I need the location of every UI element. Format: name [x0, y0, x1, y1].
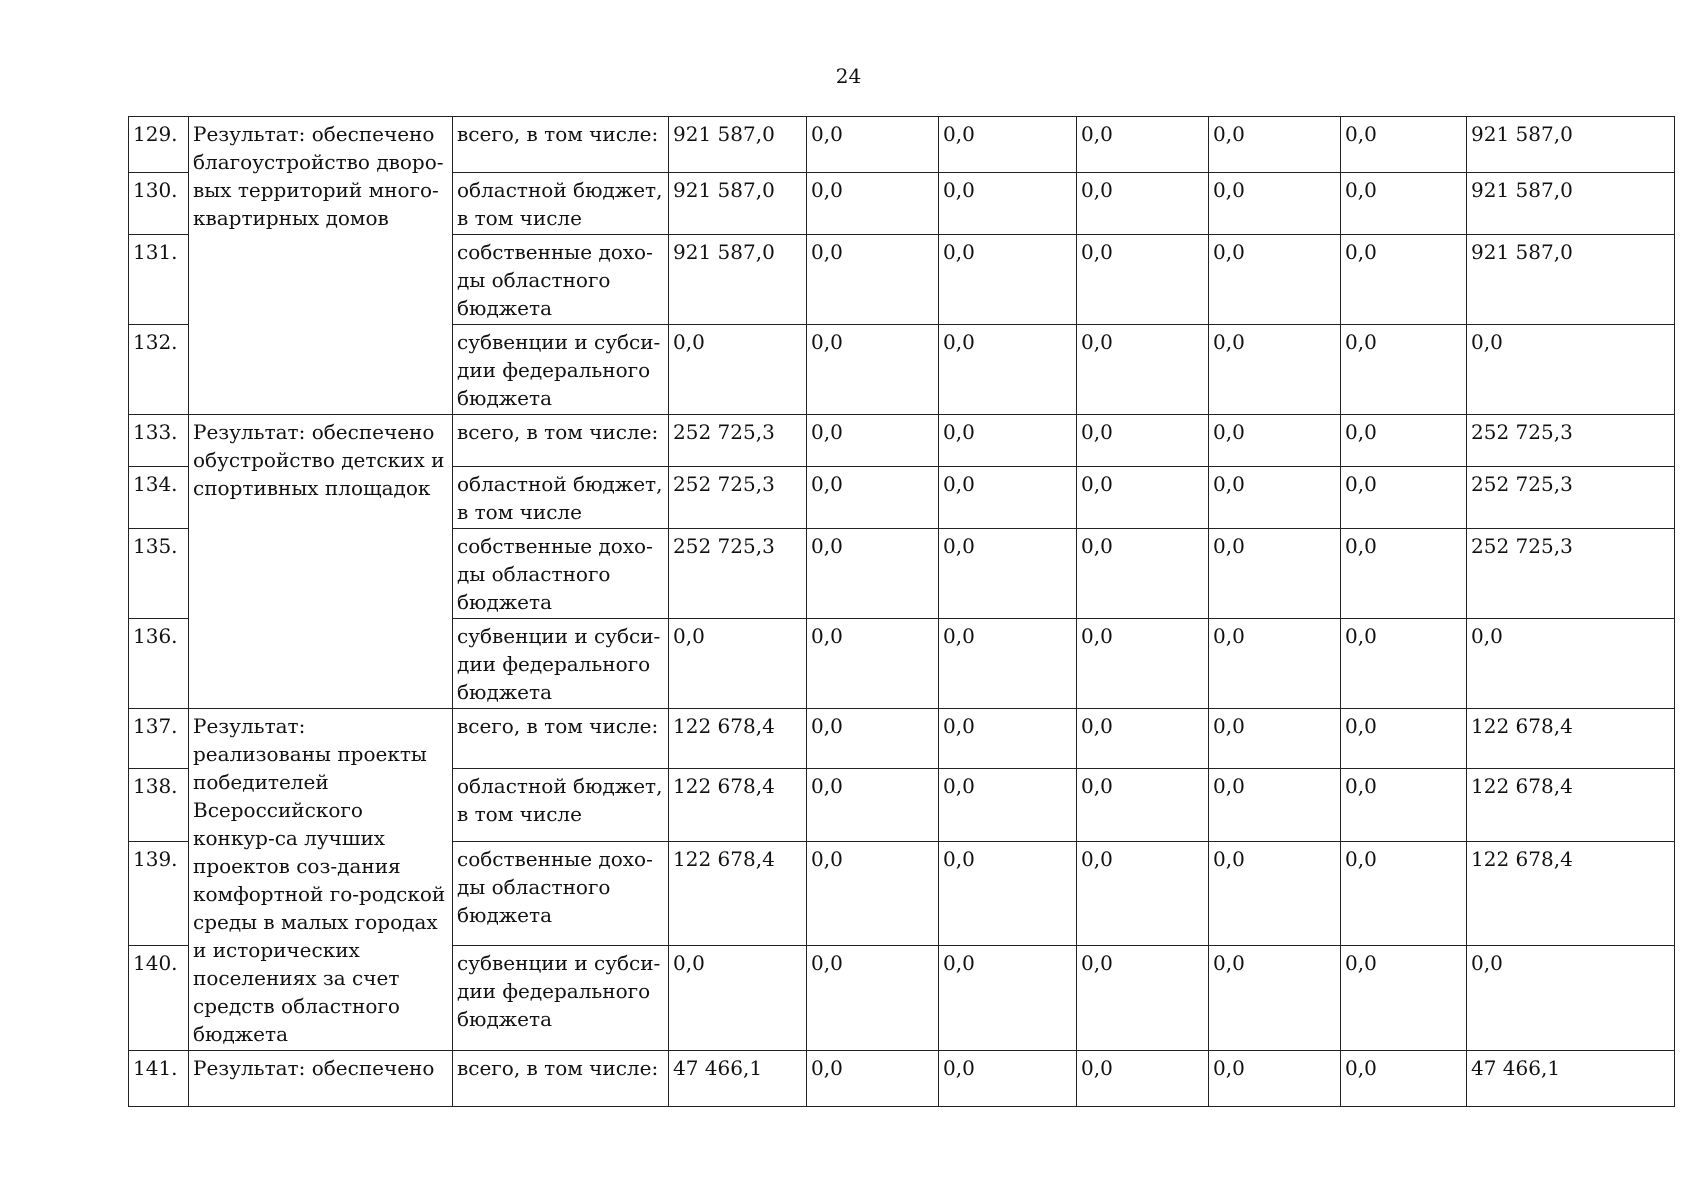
row-number: 137.: [129, 709, 189, 769]
funding-source: областной бюджет, в том числе: [453, 769, 669, 841]
value-cell: 0,0: [807, 173, 939, 235]
funding-source: всего, в том числе:: [453, 1051, 669, 1107]
value-cell: 0,0: [1209, 946, 1341, 1051]
result-description: Результат: реализованы проекты победителей Всероссийского конкур-са лучших проектов соз-дания комфортной го-родской среды в малых городах и исторических поселениях за счет средств областного бюджета: [189, 709, 453, 1051]
value-cell: 0,0: [1077, 709, 1209, 769]
value-cell: 0,0: [1209, 619, 1341, 709]
value-cell: 0,0: [1209, 709, 1341, 769]
funding-source: субвенции и субси-дии федерального бюджета: [453, 325, 669, 415]
value-cell: 0,0: [939, 173, 1077, 235]
value-cell: 0,0: [1209, 1051, 1341, 1107]
value-cell: 0,0: [1077, 467, 1209, 529]
row-number: 138.: [129, 769, 189, 841]
result-description: Результат: обеспечено обустройство детских и спортивных площадок: [189, 415, 453, 709]
value-cell: 252 725,3: [1467, 529, 1675, 619]
value-cell: 0,0: [939, 769, 1077, 841]
value-cell: 0,0: [939, 709, 1077, 769]
funding-source: собственные дохо-ды областного бюджета: [453, 529, 669, 619]
row-number: 132.: [129, 325, 189, 415]
funding-source: областной бюджет, в том числе: [453, 467, 669, 529]
table-row: [129, 415, 1675, 467]
value-cell: 0,0: [807, 619, 939, 709]
row-number: 136.: [129, 619, 189, 709]
value-cell: 0,0: [1209, 173, 1341, 235]
value-cell: 0,0: [939, 235, 1077, 325]
value-cell: 0,0: [807, 467, 939, 529]
value-cell: 0,0: [1209, 117, 1341, 173]
value-cell: 0,0: [1209, 769, 1341, 841]
table-row: [129, 709, 1675, 769]
value-cell: 122 678,4: [1467, 769, 1675, 841]
value-cell: 0,0: [939, 619, 1077, 709]
value-cell: 0,0: [1341, 325, 1467, 415]
value-cell: 0,0: [1077, 769, 1209, 841]
page-number: 24: [835, 64, 862, 88]
value-cell: 0,0: [669, 619, 807, 709]
value-cell: 0,0: [939, 1051, 1077, 1107]
value-cell: 252 725,3: [669, 415, 807, 467]
value-cell: 0,0: [1341, 946, 1467, 1051]
value-cell: 0,0: [1341, 173, 1467, 235]
value-cell: 252 725,3: [1467, 467, 1675, 529]
value-cell: 0,0: [1077, 325, 1209, 415]
row-number: 140.: [129, 946, 189, 1051]
value-cell: 0,0: [1209, 841, 1341, 946]
value-cell: 0,0: [669, 325, 807, 415]
value-cell: 0,0: [1077, 841, 1209, 946]
row-number: 139.: [129, 841, 189, 946]
value-cell: 47 466,1: [1467, 1051, 1675, 1107]
result-description: Результат: обеспечено благоустройство дворо-вых территорий много-квартирных домов: [189, 117, 453, 415]
value-cell: 0,0: [939, 325, 1077, 415]
value-cell: 122 678,4: [669, 841, 807, 946]
row-number: 133.: [129, 415, 189, 467]
value-cell: 0,0: [807, 235, 939, 325]
value-cell: 921 587,0: [1467, 117, 1675, 173]
funding-source: субвенции и субси-дии федерального бюджета: [453, 619, 669, 709]
value-cell: 0,0: [939, 946, 1077, 1051]
value-cell: 252 725,3: [669, 467, 807, 529]
value-cell: 0,0: [807, 325, 939, 415]
funding-source: собственные дохо-ды областного бюджета: [453, 235, 669, 325]
result-description: Результат: обеспечено: [189, 1051, 453, 1107]
value-cell: 0,0: [1077, 173, 1209, 235]
value-cell: 0,0: [1341, 467, 1467, 529]
value-cell: 0,0: [807, 529, 939, 619]
value-cell: 921 587,0: [669, 173, 807, 235]
funding-source: всего, в том числе:: [453, 709, 669, 769]
value-cell: 122 678,4: [669, 769, 807, 841]
value-cell: 921 587,0: [669, 235, 807, 325]
value-cell: 0,0: [1077, 946, 1209, 1051]
row-number: 134.: [129, 467, 189, 529]
value-cell: 0,0: [939, 529, 1077, 619]
value-cell: 0,0: [1467, 619, 1675, 709]
value-cell: 0,0: [939, 841, 1077, 946]
value-cell: 0,0: [1077, 529, 1209, 619]
value-cell: 0,0: [807, 709, 939, 769]
value-cell: 47 466,1: [669, 1051, 807, 1107]
funding-source: областной бюджет, в том числе: [453, 173, 669, 235]
budget-table-body: [129, 117, 1675, 1107]
value-cell: 0,0: [807, 946, 939, 1051]
value-cell: 0,0: [807, 1051, 939, 1107]
value-cell: 0,0: [939, 467, 1077, 529]
value-cell: 0,0: [939, 117, 1077, 173]
value-cell: 0,0: [1341, 841, 1467, 946]
value-cell: 0,0: [1077, 235, 1209, 325]
funding-source: всего, в том числе:: [453, 415, 669, 467]
value-cell: 0,0: [1341, 619, 1467, 709]
value-cell: 0,0: [1341, 117, 1467, 173]
value-cell: 0,0: [1209, 415, 1341, 467]
value-cell: 0,0: [1341, 1051, 1467, 1107]
value-cell: 0,0: [1209, 467, 1341, 529]
value-cell: 0,0: [669, 946, 807, 1051]
value-cell: 252 725,3: [669, 529, 807, 619]
funding-source: субвенции и субси-дии федерального бюджета: [453, 946, 669, 1051]
row-number: 131.: [129, 235, 189, 325]
value-cell: 0,0: [1341, 709, 1467, 769]
value-cell: 0,0: [807, 415, 939, 467]
value-cell: 0,0: [1209, 325, 1341, 415]
table-row: [129, 117, 1675, 173]
row-number: 130.: [129, 173, 189, 235]
value-cell: 0,0: [1341, 415, 1467, 467]
value-cell: 0,0: [1077, 415, 1209, 467]
value-cell: 0,0: [807, 769, 939, 841]
value-cell: 0,0: [1341, 235, 1467, 325]
value-cell: 122 678,4: [1467, 709, 1675, 769]
value-cell: 921 587,0: [1467, 173, 1675, 235]
value-cell: 0,0: [1209, 235, 1341, 325]
value-cell: 0,0: [1077, 1051, 1209, 1107]
value-cell: 0,0: [1341, 529, 1467, 619]
value-cell: 0,0: [1077, 619, 1209, 709]
funding-source: собственные дохо-ды областного бюджета: [453, 841, 669, 946]
value-cell: 122 678,4: [669, 709, 807, 769]
value-cell: 0,0: [807, 841, 939, 946]
value-cell: 0,0: [1077, 117, 1209, 173]
value-cell: 0,0: [939, 415, 1077, 467]
table-row: [129, 1051, 1675, 1107]
value-cell: 0,0: [1209, 529, 1341, 619]
funding-source: всего, в том числе:: [453, 117, 669, 173]
row-number: 135.: [129, 529, 189, 619]
value-cell: 0,0: [807, 117, 939, 173]
row-number: 141.: [129, 1051, 189, 1107]
budget-table: [128, 116, 1675, 1107]
value-cell: 252 725,3: [1467, 415, 1675, 467]
value-cell: 921 587,0: [669, 117, 807, 173]
value-cell: 122 678,4: [1467, 841, 1675, 946]
value-cell: 0,0: [1467, 946, 1675, 1051]
value-cell: 0,0: [1467, 325, 1675, 415]
value-cell: 0,0: [1341, 769, 1467, 841]
row-number: 129.: [129, 117, 189, 173]
value-cell: 921 587,0: [1467, 235, 1675, 325]
